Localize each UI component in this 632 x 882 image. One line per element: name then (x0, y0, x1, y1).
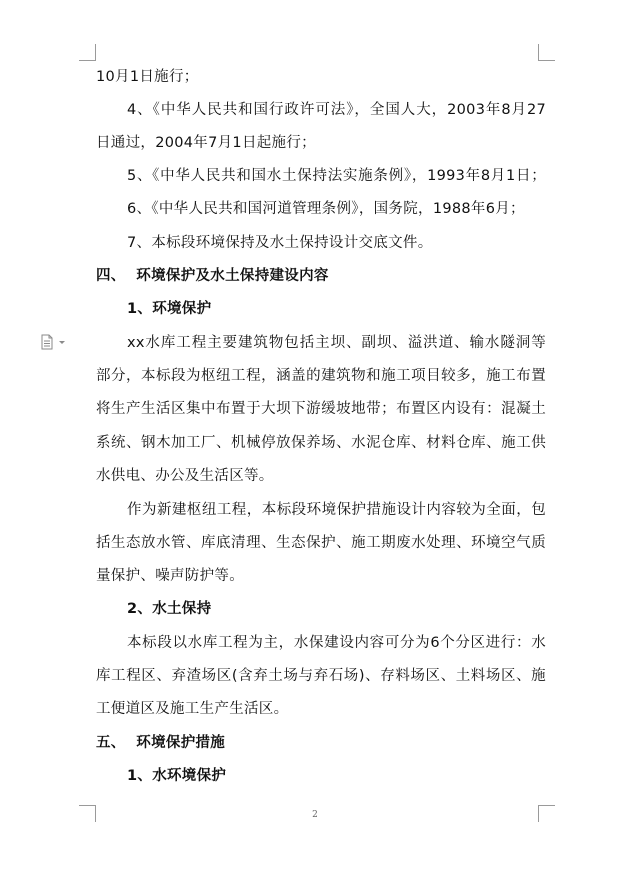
body-text-line: 6、《中华人民共和国河道管理条例》，国务院，1988年6月； (127, 201, 525, 217)
section-heading: 五、 环境保护措施 (96, 735, 226, 751)
body-text-line: 7、本标段环境保持及水土保持设计交底文件。 (127, 235, 433, 251)
body-text-line: 系统、钢木加工厂、机械停放保养场、水泥仓库、材料仓库、施工供 (96, 435, 546, 451)
body-text-line: 10月1日施行； (96, 69, 199, 85)
body-text-line: 5、《中华人民共和国水土保持法实施条例》，1993年8月1日； (127, 168, 546, 184)
body-text-line: 本标段以水库工程为主，水保建设内容可分为6个分区进行：水 (127, 635, 546, 651)
section-heading: 四、 环境保护及水土保持建设内容 (96, 268, 329, 284)
paragraph-options-button[interactable] (40, 334, 68, 350)
body-text-line: 作为新建枢纽工程，本标段环境保护措施设计内容较为全面，包 (127, 502, 546, 518)
body-text-line: 库工程区、弃渣场区(含弃土场与弃石场)、存料场区、土料场区、施 (96, 668, 546, 684)
body-text-line: 水供电、办公及生活区等。 (96, 468, 274, 484)
body-text-line: xx水库工程主要建筑物包括主坝、副坝、溢洪道、输水隧洞等 (127, 335, 546, 351)
body-text-line: 部分，本标段为枢纽工程，涵盖的建筑物和施工项目较多，施工布置 (96, 368, 546, 384)
corner-mark-bottom-right (538, 805, 555, 822)
subsection-heading: 1、水环境保护 (127, 768, 227, 784)
chevron-down-icon (59, 341, 65, 344)
body-text-line: 括生态放水管、库底清理、生态保护、施工期废水处理、环境空气质 (96, 535, 546, 551)
body-text-line: 将生产生活区集中布置于大坝下游缓坡地带；布置区内设有：混凝土 (96, 401, 546, 417)
body-text-line: 4、《中华人民共和国行政许可法》，全国人大，2003年8月27 (127, 102, 546, 118)
document-icon (40, 334, 68, 350)
subsection-heading: 1、环境保护 (127, 301, 212, 317)
page-number: 2 (312, 810, 318, 820)
body-text-line: 量保护、噪声防护等。 (96, 568, 244, 584)
subsection-heading: 2、水土保持 (127, 601, 212, 617)
corner-mark-top-right (538, 44, 555, 61)
corner-mark-bottom-left (79, 805, 96, 822)
body-text-line: 工便道区及施工生产生活区。 (96, 701, 289, 717)
corner-mark-top-left (79, 44, 96, 61)
body-text-line: 日通过，2004年7月1日起施行； (96, 135, 316, 151)
